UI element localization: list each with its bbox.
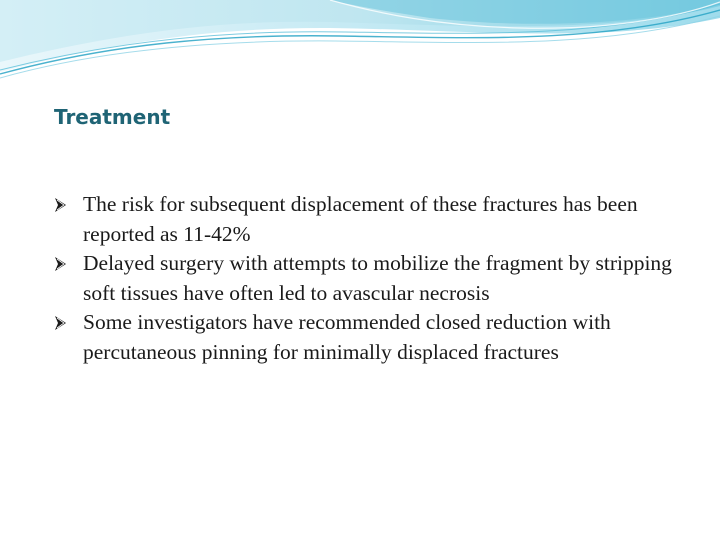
bullet-text: The risk for subsequent displacement of these fractures has been reported as 11-42% — [83, 192, 638, 246]
list-item — [54, 190, 674, 249]
bullet-text: Some investigators have recommended closed reduction with percutaneous pinning for minimally displaced fractures — [83, 310, 611, 364]
list-item — [54, 249, 674, 308]
list-item — [54, 308, 674, 367]
header-wave-decoration — [0, 0, 720, 90]
arrow-bullet-icon — [54, 315, 67, 331]
bullet-text: Delayed surgery with attempts to mobilize the fragment by stripping soft tissues have often led to avascular necrosis — [83, 251, 672, 305]
slide-title: Treatment — [54, 105, 171, 129]
bullet-list — [54, 190, 674, 367]
arrow-bullet-icon — [54, 256, 67, 272]
arrow-bullet-icon — [54, 197, 67, 213]
